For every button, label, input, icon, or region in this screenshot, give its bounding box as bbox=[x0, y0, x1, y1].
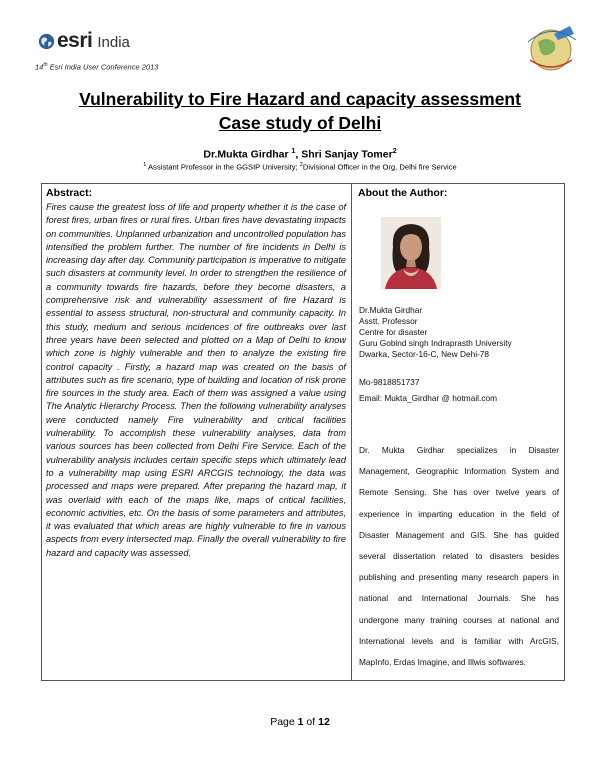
page-label: Page bbox=[270, 716, 295, 728]
author-line: Dr.Mukta Girdhar $^1$, Shri Sanjay Tomer$^2$ bbox=[203, 148, 397, 161]
affiliation-2-mark: 2 bbox=[299, 162, 303, 168]
abstract-text: Fires cause the greatest loss of life and property whether it is the case of forest fires, urban fires or rural fires. Urban fires have devastating impacts on communities. Unplanned urbanization and uncontrolled population has intensified the problem further. The number of fire incidents in Delhi is increasing day after day. Community participation is imperative to mitigate such disasters at community level. In order to strengthen the resilience of a community towards fire hazards, before they become disasters, a comprehensive risk and vulnerability assessment of fire Hazard is essential to assess structural, non-structural and community capacity. In this study, medium and serious incidences of fire outbreaks over last three years have been selected and plotted on a Map of Delhi to know which zone is highly vulnerable and then to analyze the existing fire control capacity . Firstly, a hazard map was created on the basis of attributes such as fire scenario, type of building and location of risk prone fire sources in the study area. Each of them was assigned a value using The Analytic Hierarchy Process. Then the following vulnerability analyses were conducted namely Fire vulnerability and critical facilities vulnerability. To accomplish these vulnerability analyses, data from various sources has been collected from Delhi Fire Service. Each of the vulnerability analysis includes certain specific steps which ultimately lead to a vulnerability map using ESRI ARCGIS technology, the data was processed and maps were prepared. After preparing the hazard map, it was overlaid with each of the maps like, maps of critical facilities, economic activities, etc. On the basis of some parameters and attributes, it was evaluated that which areas are highly vulnerable to fire in various aspects from every intersected map. Finally the overall vulnerability to fire hazard and capacity was assessed. bbox=[46, 202, 346, 558]
author-2: Shri Sanjay Tomer bbox=[301, 148, 393, 161]
author-photo bbox=[381, 217, 441, 289]
paper-title-line-1: Vulnerability to Fire Hazard and capacity assessment bbox=[79, 89, 521, 109]
author-1-mark: 1 bbox=[291, 148, 296, 155]
conference-label bbox=[35, 62, 158, 72]
paper-title-line-2: Case study of Delhi bbox=[218, 113, 382, 133]
affiliation-line bbox=[30, 162, 570, 172]
page-number bbox=[0, 716, 600, 728]
logo-region: India bbox=[97, 34, 130, 51]
author-centre: Centre for disaster bbox=[359, 327, 428, 337]
globe-icon bbox=[38, 33, 55, 50]
logo-brand: esri bbox=[57, 29, 93, 52]
page-of: of bbox=[306, 716, 316, 728]
conference-number: 14 bbox=[35, 62, 44, 72]
column-divider bbox=[351, 183, 352, 681]
page-total: 12 bbox=[318, 716, 330, 728]
abstract-heading: Abstract: bbox=[46, 187, 93, 199]
author-email: Email: Mukta_Girdhar @ hotmail.com bbox=[359, 393, 497, 403]
about-author-heading: About the Author: bbox=[358, 187, 448, 199]
conference-logo-icon bbox=[518, 20, 584, 76]
page-current: 1 bbox=[297, 716, 304, 728]
affiliation-2: Divisional Officer in the Org, Delhi fire Service bbox=[302, 162, 457, 172]
author-1: Dr.Mukta Girdhar bbox=[203, 148, 289, 161]
conference-suffix: th bbox=[43, 62, 48, 68]
author-details bbox=[359, 305, 512, 360]
affiliation-1: Assistant Professor in the GGSIP University; bbox=[147, 162, 298, 172]
author-phone: Mo-9818851737 bbox=[359, 377, 420, 387]
author-position: Asstt. Professor bbox=[359, 316, 418, 326]
conference-name: Esri India User Conference 2013 bbox=[49, 62, 159, 72]
author-2-mark: 2 bbox=[392, 148, 397, 155]
author-university: Guru Gobind singh Indraprasth University bbox=[359, 338, 512, 348]
esri-india-logo bbox=[38, 29, 130, 53]
author-name: Dr.Mukta Girdhar bbox=[359, 305, 423, 315]
author-address: Dwarka, Sector-16-C, New Dehi-78 bbox=[359, 349, 490, 359]
author-bio: Dr. Mukta Girdhar specializes in Disaster Management, Geographic Information System and Remote Sensing. She has over twelve years of experience in imparting education in the field of Disaster Management and GIS. She has guided several dissertation related to disasters besides publishing and presenting many research papers in national and International Journals. She has undergone many training courses at national and International levels and is familiar with ArcGIS, MapInfo, Erdas Imagine, and Illwis softwares. bbox=[359, 445, 559, 668]
affiliation-1-mark: 1 bbox=[143, 162, 147, 168]
